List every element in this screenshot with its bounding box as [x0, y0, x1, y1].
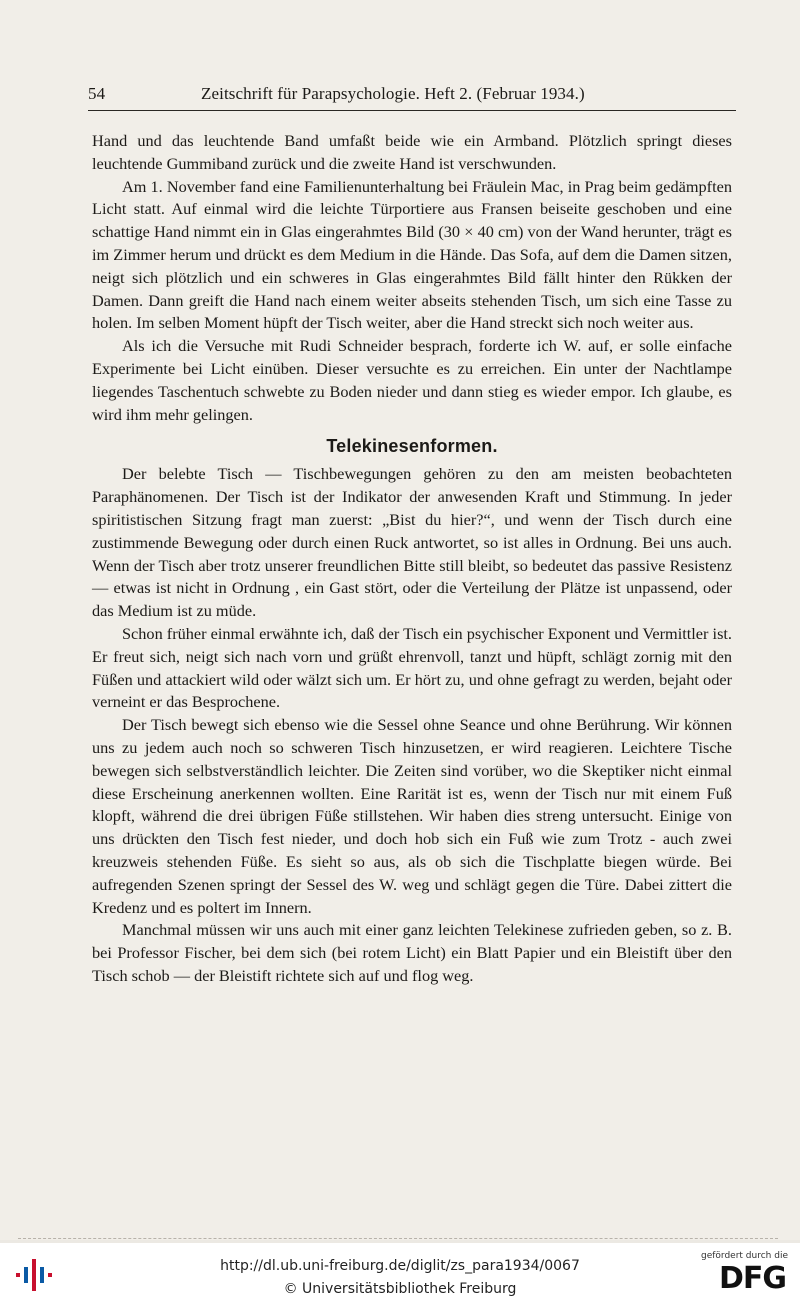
paragraph-5: Schon früher einmal erwähnte ich, daß der Tisch ein psychischer Exponent und Vermittler ist. Er freut sich, neigt sich nach vorn und grüßt ehrenvoll, tanzt und hüpft, schlägt zornig mit den Füßen und attackiert wild oder wälzt sich um. Er hört zu, und ohne gefragt zu werden, bejaht oder verneint er das Besprochene.	[92, 623, 732, 712]
footer-divider	[18, 1238, 778, 1240]
header-rule	[88, 110, 736, 111]
article-body	[92, 130, 732, 988]
dfg-funding-caption: gefördert durch die	[701, 1251, 788, 1261]
paragraph-1: Hand und das leuchtende Band umfaßt beide wie ein Armband. Plötzlich springt dieses leuchtende Gummiband zurück und die zweite Hand ist verschwunden.	[92, 131, 732, 173]
paragraph-6: Der Tisch bewegt sich ebenso wie die Sessel ohne Seance und ohne Berührung. Wir können uns zu jedem auch noch so schweren Tisch hinzusetzen, er wird reagieren. Leichtere Tische bewegen sich selbstverständlich leichter. Die Zeiten sind vorüber, wo die Skeptiker nicht einmal diese Erscheinung anerkennen wollten. Eine Rarität ist es, wenn der Tisch nur mit einem Fuß klopft, während die drei übrigen Füße stillstehen. Wir haben dies streng untersucht. Einige von uns drückten den Tisch fest nieder, und doch hob sich ein Fuß wie zum Trotz - auch zwei kreuzweis stehenden Füße. Es sieht so aus, als ob sich die Tischplatte biegen würde. Bei aufregenden Szenen springt der Sessel des W. weg und schlägt gegen die Türe. Dabei zittert die Kredenz und es poltert im Innern.	[92, 715, 732, 917]
paragraph-4: Der belebte Tisch — Tischbewegungen gehören zu den am meisten beobachteten Paraphänomenen. Der Tisch ist der Indikator der anwesenden Kraft und Stimmung. In jeder spiritistischen Sitzung fragt man zuerst: „Bist du hier?“, und wenn der Tisch durch eine zustimmende Bewegung oder durch einen Ruck antwortet, so ist alles in Ordnung. Bei uns auch. Wenn der Tisch aber trotz unserer freundlichen Bitte still bleibt, so bedeutet das passive Resistenz — etwas ist nicht in Ordnung , ein Gast stört, oder die Verteilung der Plätze ist unpassend, oder das Medium ist zu müde.	[92, 464, 732, 621]
dfg-logo: DFG	[718, 1261, 786, 1296]
journal-title: Zeitschrift für Parapsychologie. Heft 2. (Februar 1934.)	[201, 84, 585, 103]
paragraph-3: Als ich die Versuche mit Rudi Schneider besprach, forderte ich W. auf, er solle einfache Experimente bei Licht einüben. Dieser versuchte es zu erreichen. Ein unter der Nachtlampe liegendes Taschentuch schwebte zu Boden nieder und dann stieg es wieder empor. Ich glaube, es wird ihm mehr gelingen.	[92, 336, 732, 424]
copyright-notice: © Universitätsbibliothek Freiburg	[283, 1281, 517, 1297]
digital-library-footer	[0, 1243, 800, 1303]
page-number: 54	[88, 84, 106, 103]
paragraph-7: Manchmal müssen wir uns auch mit einer ganz leichten Telekinese zufrieden geben, so z. B. bei Professor Fischer, bei dem sich (bei rotem Licht) ein Blatt Papier und ein Bleistift über den Tisch schob — der Bleistift richtete sich auf und flog weg.	[92, 920, 732, 985]
permalink-url[interactable]: http://dl.ub.uni-freiburg.de/diglit/zs_para1934/0067	[220, 1258, 580, 1274]
section-heading: Telekinesenformen.	[326, 436, 498, 457]
paragraph-2: Am 1. November fand eine Familienunterhaltung bei Fräulein Mac, in Prag beim gedämpften Licht statt. Auf einmal wird die leichte Türportiere aus Fransen beiseite geschoben und eine schattige Hand nimmt ein in Glas eingerahmtes Bild (30 × 40 cm) von der Wand herunter, trägt es im Zimmer herum und drückt es dem Medium in die Hände. Das Sofa, auf dem die Damen sitzen, neigt sich plötzlich und ein schweres in Glas eingerahmtes Bild fällt hinter den Rükken der Damen. Dann greift die Hand nach einem weiter abseits stehenden Tisch, um sich eine Tasse zu holen. Im selben Moment hüpft der Tisch weiter, aber die Hand streckt sich noch weiter aus.	[92, 176, 732, 333]
